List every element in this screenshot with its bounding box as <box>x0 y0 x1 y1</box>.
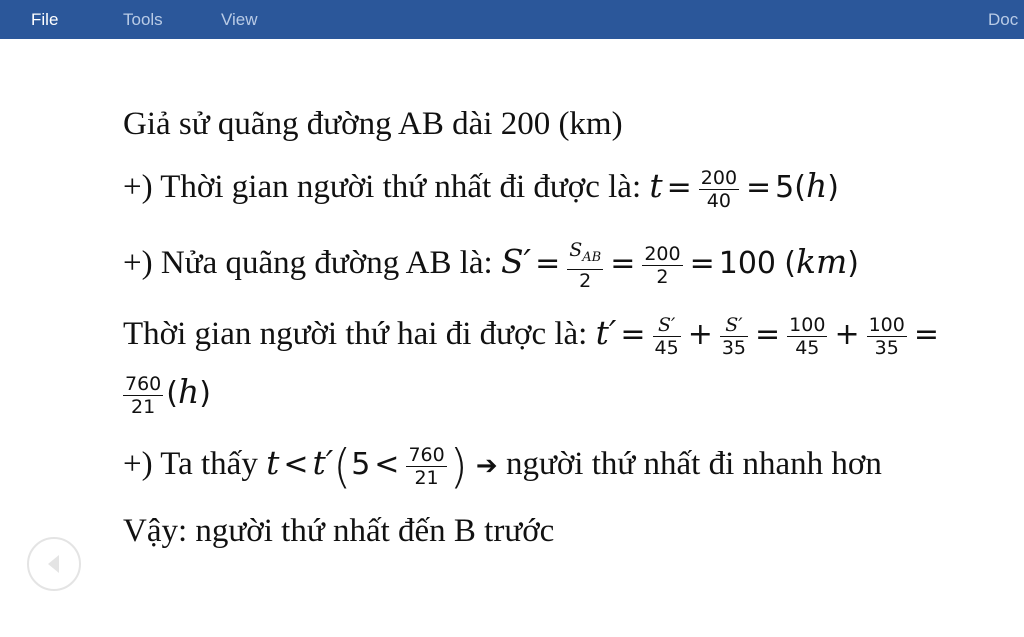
fraction-num: $S_{AB}$ <box>567 239 603 270</box>
arrow-icon: ➔ <box>475 451 498 481</box>
fraction-den: 21 <box>131 395 156 418</box>
fraction-100-45 <box>787 314 827 359</box>
equals: = <box>746 170 772 205</box>
menu-tools[interactable]: Tools <box>123 10 163 29</box>
var-t: t <box>266 443 280 482</box>
menu-view[interactable]: View <box>221 10 258 29</box>
menu-file[interactable]: File <box>31 10 59 29</box>
var-t-prime: t′ <box>595 313 617 352</box>
value-100: 100 <box>718 245 776 281</box>
fraction-num: 760 <box>125 372 162 395</box>
line-time-first-text: +) Thời gian người thứ nhất đi được là: <box>123 169 650 205</box>
equals: = <box>535 245 561 281</box>
fraction-den: 35 <box>874 336 899 359</box>
fraction-num: 100 <box>789 313 826 336</box>
line-time-second <box>123 313 943 359</box>
fraction-den: 35 <box>721 336 747 359</box>
equals: = <box>620 317 646 352</box>
line-result-second: $\frac{760}{21}$ (h) <box>125 372 211 418</box>
value-5: 5 <box>351 447 371 482</box>
fraction-den: 40 <box>706 189 731 212</box>
fraction-num: 100 <box>868 313 905 336</box>
fraction-sab-2 <box>567 239 603 292</box>
fraction-s-45 <box>653 314 681 359</box>
fraction-num: 200 <box>700 166 738 189</box>
fraction-760-21 <box>123 373 163 418</box>
fraction-den: 45 <box>795 336 820 359</box>
fraction-num: S′ <box>720 314 748 337</box>
fraction-s-35 <box>720 314 748 359</box>
fraction-den: 21 <box>414 466 439 489</box>
line-compare: +) Ta thấy t < t′(5 < $\frac{760}{21}$ ) ➔ người thứ nhất đi nhanh hơn <box>123 439 882 494</box>
menu-doc[interactable]: Doc <box>988 10 1019 29</box>
value-5: 5 <box>775 170 795 205</box>
fraction-200-40 <box>699 167 739 212</box>
unit-h: h <box>177 372 200 411</box>
fraction-760-21 <box>406 444 446 489</box>
unit-km: km <box>795 241 848 281</box>
line-half-distance: +) Nửa quãng đường AB là: S′ = $\frac{S_{AB}}{2}$ = $\frac{200}{2}$ = 100 (km) <box>123 239 859 292</box>
document-page <box>0 39 1024 637</box>
equals: = <box>666 170 692 205</box>
fraction-100-35 <box>867 314 907 359</box>
less-than: < <box>283 447 309 482</box>
unit-h: h <box>805 166 828 205</box>
line-half-distance-text: +) Nửa quãng đường AB là: <box>123 244 501 281</box>
line-compare-text: +) Ta thấy <box>123 446 267 482</box>
back-arrow-icon <box>42 552 66 576</box>
fraction-num: 760 <box>408 443 445 466</box>
fraction-200-2 <box>642 243 682 288</box>
equals: = <box>610 245 636 281</box>
fraction-num: 200 <box>644 242 681 265</box>
fraction-den: 45 <box>654 336 679 359</box>
menu-bar <box>0 0 1024 39</box>
less-than: < <box>374 447 400 482</box>
var-s-prime: S′ <box>500 241 532 281</box>
back-button[interactable] <box>27 537 81 591</box>
line-compare-rest: người thứ nhất đi nhanh hơn <box>497 446 882 482</box>
fraction-num: S′ <box>653 314 681 337</box>
line-assumption: Giả sử quãng đường AB dài 200 (km) <box>123 106 623 142</box>
fraction-den: 2 <box>656 265 669 288</box>
equals: = <box>689 245 715 281</box>
var-t: t <box>649 166 663 205</box>
equals: = <box>913 317 939 352</box>
plus: + <box>834 317 860 352</box>
var-t-prime: t′ <box>312 443 334 482</box>
line-time-first: +) Thời gian người thứ nhất đi được là: t = $\frac{200}{40}$ = 5(h) <box>123 166 839 212</box>
plus: + <box>687 317 713 352</box>
line-time-second-text: Thời gian người thứ hai đi được là: <box>123 316 596 352</box>
equals: = <box>755 317 781 352</box>
fraction-den: 2 <box>579 269 592 292</box>
line-conclusion: Vậy: người thứ nhất đến B trước <box>123 513 555 549</box>
